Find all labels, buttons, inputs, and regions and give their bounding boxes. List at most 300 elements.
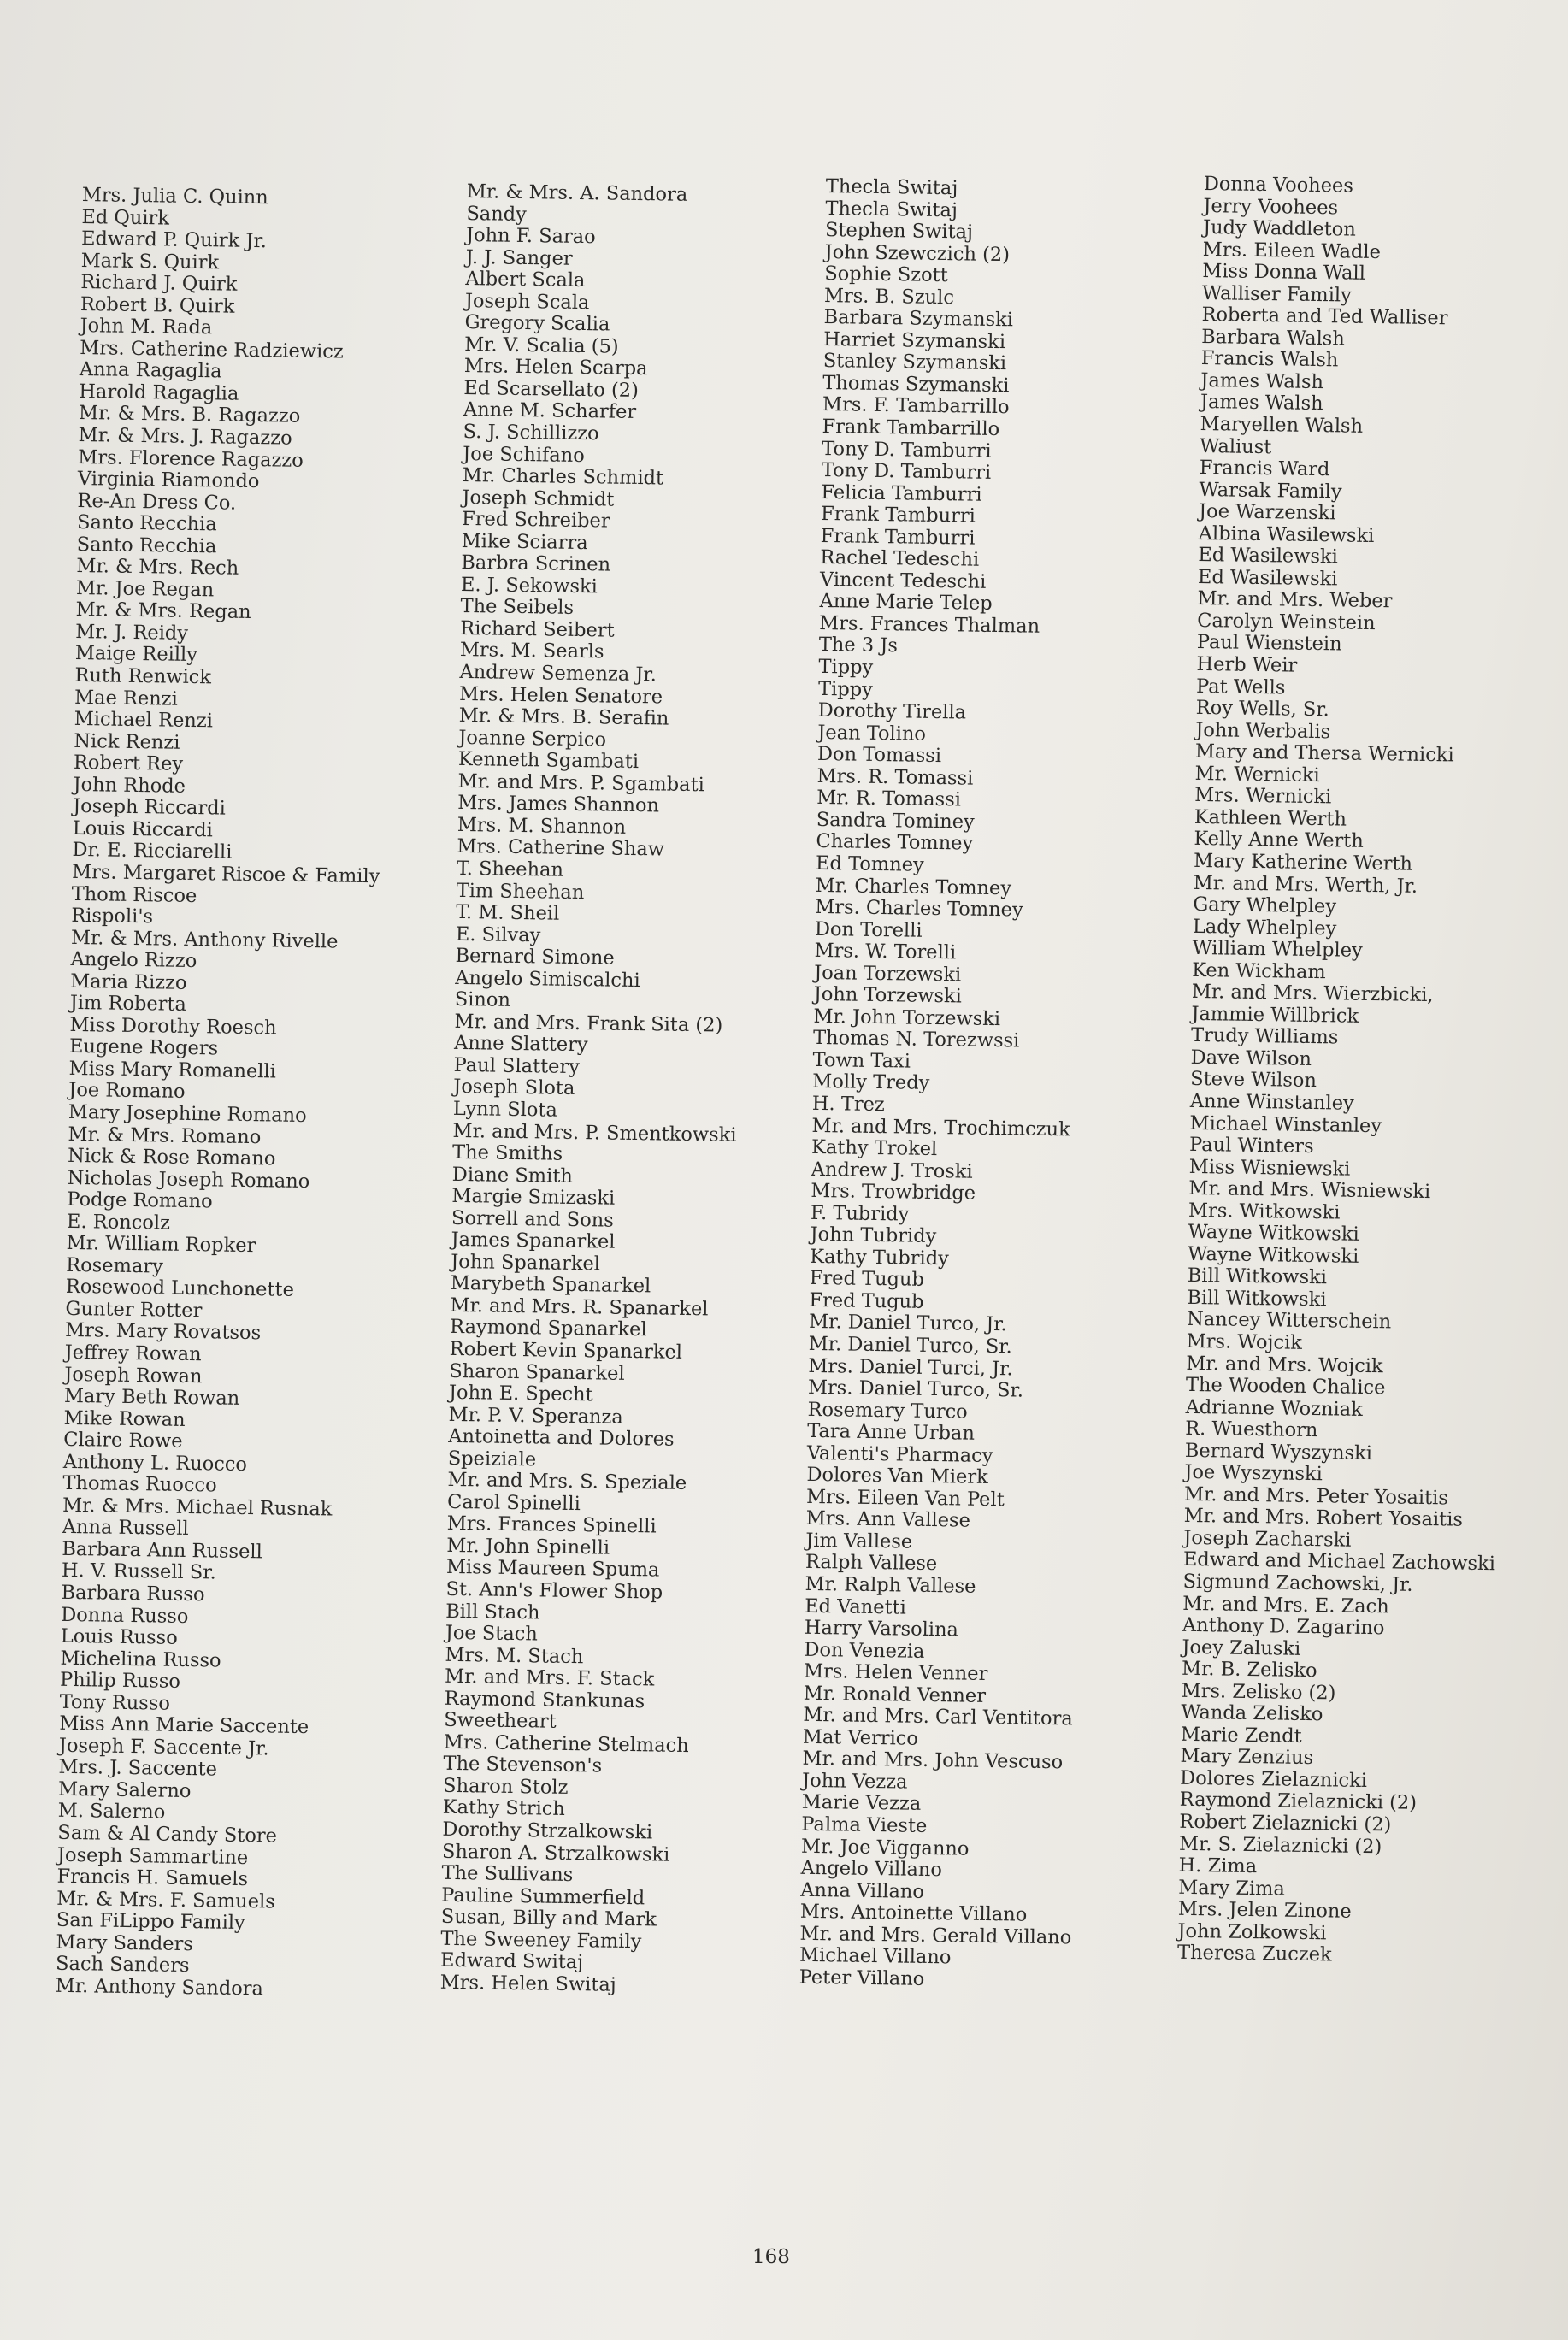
list-item: Tippy — [818, 655, 874, 679]
list-item: Margie Smizaski — [451, 1185, 616, 1210]
list-item: Speiziale — [447, 1447, 537, 1471]
list-item: Mr. and Mrs. Trochimczuk — [811, 1114, 1070, 1141]
list-item: Anna Russell — [62, 1516, 189, 1541]
list-item: The Sullivans — [441, 1861, 574, 1887]
list-item: Jammie Willbrick — [1191, 1002, 1359, 1028]
list-item: E. Roncolz — [66, 1210, 171, 1235]
list-item: Mark S. Quirk — [80, 249, 220, 274]
list-item: Ruth Renwick — [74, 663, 212, 689]
list-item: Mary Zima — [1178, 1876, 1286, 1901]
list-item: Edward and Michael Zachowski — [1182, 1548, 1496, 1576]
list-item: Mr. Joe Regan — [75, 576, 215, 602]
list-item: Mrs. James Shannon — [457, 792, 660, 817]
list-item: Mrs. Catherine Shaw — [457, 835, 665, 861]
list-item: Mrs. Julia C. Quinn — [81, 184, 268, 209]
list-item: E. Silvay — [455, 922, 541, 946]
list-item: Barbara Walsh — [1200, 325, 1346, 351]
list-item: Mrs. M. Shannon — [457, 813, 627, 839]
list-item: Virginia Riamondo — [77, 468, 260, 493]
list-item: Mr. & Mrs. J. Ragazzo — [78, 423, 292, 450]
list-item: Mrs. Frances Thalman — [819, 611, 1040, 638]
name-column-1 — [56, 185, 391, 2002]
list-item: Don Tomassi — [816, 743, 942, 768]
list-item: Pat Wells — [1195, 675, 1286, 699]
list-item: Mrs. Antoinette Villano — [799, 1900, 1028, 1926]
list-item: Ed Quirk — [81, 205, 170, 230]
list-item: Mr. J. Reidy — [75, 620, 189, 645]
list-item: Mary and Thersa Wernicki — [1194, 740, 1454, 767]
list-item: Frank Tambarrillo — [822, 415, 1000, 441]
list-item: Mr. and Mrs. Werth, Jr. — [1193, 871, 1418, 898]
list-item: Nick & Rose Romano — [67, 1144, 276, 1170]
list-item: Ken Wickham — [1191, 958, 1326, 983]
list-item: Vincent Tedeschi — [819, 568, 987, 593]
list-item: Paul Slattery — [453, 1053, 581, 1078]
list-item: Dr. E. Ricciarelli — [72, 839, 233, 864]
list-item: Walliser Family — [1201, 281, 1352, 307]
list-item: Mary Sanders — [56, 1930, 194, 1955]
list-item: Robert Rey — [73, 752, 184, 776]
list-item: Anthony L. Ruocco — [62, 1450, 248, 1476]
list-item: Sorrell and Sons — [451, 1206, 614, 1232]
list-item: Edward Switaj — [439, 1949, 584, 1974]
list-item: Mr. and Mrs. Wierzbicki, — [1191, 981, 1434, 1007]
list-item: John Werbalis — [1195, 718, 1331, 743]
list-item: Kathy Strich — [442, 1796, 566, 1821]
list-item: Mr. and Mrs. Robert Yosaitis — [1183, 1505, 1464, 1532]
list-item: Rosewood Lunchonette — [65, 1276, 295, 1302]
list-item: Rosemary — [66, 1253, 164, 1278]
list-item: Angelo Simiscalchi — [454, 966, 640, 992]
list-item: Francis Walsh — [1200, 347, 1339, 372]
list-item: Carolyn Weinstein — [1197, 609, 1376, 634]
list-item: Mr. Ralph Vallese — [805, 1572, 976, 1598]
list-item: Anne Slattery — [453, 1032, 588, 1057]
list-item: Bill Stach — [445, 1600, 540, 1624]
list-item: Michael Villano — [799, 1944, 952, 1969]
list-item: Harold Ragaglia — [79, 380, 239, 405]
list-item: Mr. and Mrs. F. Stack — [444, 1665, 655, 1691]
list-item: Anna Villano — [800, 1878, 925, 1903]
list-item: Andrew J. Troski — [811, 1158, 973, 1183]
list-item: Richard Seibert — [460, 616, 615, 642]
list-item: Mrs. W. Torelli — [814, 940, 957, 964]
list-item: Mrs. Trowbridge — [811, 1180, 976, 1205]
list-item: Wayne Witkowski — [1188, 1242, 1359, 1268]
list-item: Jim Vallese — [805, 1529, 913, 1553]
list-item: Barbara Russo — [61, 1581, 205, 1606]
list-item: Bill Witkowski — [1187, 1264, 1328, 1289]
list-item: Mrs. Helen Venner — [803, 1659, 988, 1686]
list-item: Mr. R. Tomassi — [816, 787, 962, 811]
list-item: T. M. Sheil — [456, 900, 560, 925]
list-item: Lady Whelpley — [1192, 915, 1337, 940]
list-item: Adrianne Wozniak — [1185, 1395, 1363, 1421]
list-item: Richard J. Quirk — [80, 271, 238, 296]
page-number: 168 — [752, 2246, 790, 2268]
list-item: Angelo Villano — [800, 1856, 943, 1882]
list-item: Thomas Szymanski — [822, 371, 1010, 398]
list-item: Mrs. Helen Senatore — [458, 682, 663, 709]
list-item: Mr. Ronald Venner — [803, 1682, 987, 1707]
list-item: Fred Tugub — [809, 1267, 925, 1292]
list-item: R. Wuesthorn — [1185, 1418, 1318, 1442]
list-item: Fred Tugub — [809, 1288, 924, 1313]
list-item: Joseph Scala — [464, 289, 590, 314]
list-item: Stanley Szymanski — [822, 350, 1007, 375]
list-item: Jean Tolino — [817, 721, 927, 746]
list-item: Raymond Zielaznicki (2) — [1179, 1789, 1418, 1815]
list-item: Donna Russo — [60, 1603, 189, 1628]
list-item: Tony D. Tamburri — [822, 437, 992, 463]
list-item: Wayne Witkowski — [1188, 1221, 1359, 1247]
list-item: Miss Dorothy Roesch — [69, 1013, 277, 1040]
list-item: Louis Russo — [60, 1624, 178, 1649]
list-item: Joan Torzewski — [813, 961, 962, 987]
list-item: St. Ann's Flower Shop — [445, 1577, 663, 1604]
list-item: Mike Rowan — [63, 1406, 186, 1431]
list-item: J. J. Sanger — [465, 245, 573, 270]
list-item: Harry Varsolina — [804, 1616, 959, 1642]
list-item: Tony D. Tamburri — [821, 459, 992, 485]
list-item: Francis H. Samuels — [56, 1865, 249, 1891]
list-item: Mr. & Mrs. B. Ragazzo — [78, 402, 301, 428]
list-item: Barbara Szymanski — [823, 306, 1014, 332]
list-item: H. Trez — [811, 1092, 885, 1117]
list-item: Mr. V. Scalia (5) — [463, 333, 619, 358]
list-item: Mr. and Mrs. Carl Ventitora — [803, 1704, 1073, 1730]
list-item: Anne Marie Telep — [819, 590, 993, 616]
list-item: Mae Renzi — [74, 686, 179, 710]
list-item: Barbra Scrinen — [461, 551, 611, 576]
list-item: Miss Mary Romanelli — [68, 1057, 277, 1083]
list-item: Mr. Wernicki — [1194, 762, 1320, 787]
list-item: Frank Tamburri — [820, 524, 976, 550]
list-item: Mary Josephine Romano — [68, 1100, 307, 1127]
list-item: Dolores Zielaznicki — [1179, 1766, 1368, 1792]
list-item: Steve Wilson — [1190, 1068, 1317, 1093]
list-item: Mrs. J. Saccente — [58, 1756, 218, 1781]
list-item: Mr. and Mrs. Gerald Villano — [799, 1922, 1072, 1949]
list-item: Kathy Trokel — [811, 1135, 938, 1161]
list-item: Mary Katherine Werth — [1193, 849, 1413, 875]
list-item: Joseph Zacharski — [1183, 1526, 1352, 1552]
list-item: Tony Russo — [59, 1690, 171, 1715]
list-item: Mrs. Witkowski — [1188, 1199, 1341, 1224]
list-item: Mr. Charles Schmidt — [462, 464, 664, 490]
list-item: John Torzewski — [813, 983, 963, 1008]
list-item: H. Zima — [1178, 1854, 1258, 1878]
list-item: Albert Scala — [465, 268, 586, 292]
list-item: Joseph Slota — [453, 1076, 575, 1100]
list-item: Mr. and Mrs. S. Speziale — [447, 1469, 687, 1495]
list-item: H. V. Russell Sr. — [61, 1559, 216, 1584]
list-item: John F. Sarao — [465, 224, 596, 249]
list-item: Paul Wienstein — [1196, 631, 1342, 656]
list-item: Maige Reilly — [74, 642, 198, 667]
list-item: Mary Salerno — [57, 1777, 192, 1803]
list-item: Mr. P. V. Speranza — [448, 1403, 623, 1429]
list-item: Frank Tamburri — [820, 503, 976, 528]
list-item: Mr. and Mrs. P. Sgambati — [457, 769, 705, 796]
list-item: James Spanarkel — [451, 1229, 616, 1253]
list-item: Paul Winters — [1188, 1133, 1314, 1158]
list-item: Jerry Voohees — [1203, 194, 1339, 219]
list-item: Mrs. M. Stach — [445, 1643, 584, 1668]
list-item: Joey Zaluski — [1182, 1636, 1301, 1660]
list-item: Miss Maureen Spuma — [445, 1556, 660, 1582]
list-item: Mr. & Mrs. Michael Rusnak — [62, 1494, 333, 1521]
list-item: Joseph Riccardi — [73, 795, 226, 820]
list-item: Roy Wells, Sr. — [1195, 697, 1329, 722]
list-item: Mrs. Wojcik — [1186, 1329, 1303, 1354]
list-item: Sharon Spanarkel — [449, 1359, 625, 1385]
list-item: Mr. S. Zielaznicki (2) — [1178, 1832, 1382, 1858]
list-item: The 3 Js — [818, 634, 899, 657]
list-item: Mat Verrico — [802, 1725, 919, 1750]
list-item: Mr. Anthony Sandora — [55, 1974, 264, 2001]
list-item: Gregory Scalia — [464, 311, 610, 336]
list-item: Michelina Russo — [60, 1647, 221, 1672]
list-item: Mrs. Zelisko (2) — [1181, 1679, 1336, 1705]
list-item: S. J. Schillizzo — [463, 420, 599, 445]
list-item: Philip Russo — [59, 1668, 181, 1694]
list-item: Mr. John Spinelli — [446, 1534, 610, 1559]
list-item: Sam & Al Candy Store — [57, 1821, 278, 1848]
list-item: Theresa Zuczek — [1176, 1942, 1332, 1966]
list-item: Valenti's Pharmacy — [806, 1441, 993, 1467]
list-item: Ed Tomney — [815, 852, 924, 876]
list-item: Joe Romano — [68, 1079, 186, 1104]
list-item: Ralph Vallese — [805, 1551, 938, 1576]
list-item: Jim Roberta — [69, 992, 187, 1017]
list-item: Joe Wyszynski — [1184, 1461, 1323, 1486]
list-item: Joseph Sammartine — [56, 1843, 249, 1869]
list-item: John Vezza — [801, 1769, 908, 1794]
name-column-2 — [440, 181, 751, 1998]
list-item: Dolores Van Mierk — [806, 1464, 988, 1489]
list-item: The Sweeney Family — [440, 1927, 642, 1954]
list-item: Nick Renzi — [74, 729, 180, 754]
list-item: Mrs. R. Tomassi — [816, 764, 974, 790]
list-item: Dave Wilson — [1190, 1046, 1312, 1070]
list-item: James Walsh — [1200, 391, 1323, 416]
list-item: Joanne Serpico — [458, 726, 607, 752]
list-item: John E. Specht — [448, 1381, 593, 1406]
list-item: Marie Vezza — [801, 1791, 922, 1816]
list-item: Bill Witkowski — [1187, 1286, 1327, 1311]
list-item: John Szewczich (2) — [824, 240, 1011, 266]
list-item: Mr. Charles Tomney — [815, 874, 1012, 899]
list-item: Rispoli's — [71, 904, 154, 928]
list-item: The Wooden Chalice — [1185, 1373, 1386, 1400]
list-item: Peter Villano — [799, 1966, 925, 1990]
list-item: Donna Voohees — [1203, 173, 1354, 197]
list-item: Trudy Williams — [1190, 1024, 1339, 1049]
list-item: Joseph Rowan — [64, 1363, 203, 1388]
list-item: Sophie Szott — [824, 262, 948, 287]
list-item: Mrs. Ann Vallese — [805, 1507, 971, 1533]
list-item: Kathleen Werth — [1194, 805, 1347, 831]
list-item: Tim Sheehan — [456, 879, 585, 904]
list-item: Joe Warzenski — [1198, 500, 1336, 525]
name-column-3 — [799, 176, 1098, 1993]
list-item: Charles Tomney — [816, 830, 974, 856]
name-column-4 — [1177, 174, 1516, 1969]
list-item: Andrew Semenza Jr. — [459, 660, 657, 687]
list-item: Joseph Schmidt — [462, 486, 615, 511]
list-item: Mike Sciarra — [461, 529, 588, 554]
list-item: Nicholas Joseph Romano — [67, 1166, 310, 1193]
list-item: Herb Weir — [1196, 652, 1298, 677]
list-item: Mrs. Charles Tomney — [815, 895, 1023, 922]
list-item: Waliust — [1200, 434, 1272, 458]
list-item: Mrs. M. Searls — [459, 639, 604, 663]
list-item: Thecla Switaj — [825, 197, 958, 221]
list-item: Mr. & Mrs. Regan — [75, 598, 251, 624]
list-item: Mrs. F. Tambarrillo — [822, 393, 1010, 419]
list-item: Mr. & Mrs. A. Sandora — [466, 180, 688, 206]
list-item: Anna Ragaglia — [79, 358, 222, 383]
list-item: Mr. and Mrs. P. Smentkowski — [452, 1119, 737, 1146]
list-item: Sharon A. Strzalkowski — [441, 1840, 670, 1866]
list-item: E. J. Sekowski — [460, 573, 598, 598]
list-item: Mr. Daniel Turco, Sr. — [808, 1332, 1012, 1359]
list-item: Michael Winstanley — [1189, 1111, 1382, 1137]
list-item: Mrs. Catherine Stelmach — [443, 1730, 689, 1757]
list-item: San FiLippo Family — [56, 1908, 245, 1935]
list-item: Claire Rowe — [63, 1429, 183, 1453]
list-item: Marie Zendt — [1180, 1723, 1302, 1748]
list-item: Mrs. Daniel Turci, Jr. — [808, 1354, 1013, 1380]
list-item: Tippy — [817, 677, 874, 701]
list-item: Rosemary Turco — [807, 1398, 968, 1423]
list-item: Mrs. Catherine Radziewicz — [79, 336, 344, 363]
list-item: Mr. William Ropker — [66, 1232, 256, 1258]
list-item: Anne M. Scharfer — [463, 398, 637, 424]
list-item: Warsak Family — [1199, 478, 1342, 504]
list-item: Harriet Szymanski — [822, 327, 1006, 353]
list-item: Sweetheart — [444, 1709, 557, 1734]
list-item: Mr. and Mrs. Weber — [1197, 587, 1393, 613]
list-item: Mr. B. Zelisko — [1181, 1657, 1317, 1683]
list-item: Judy Waddleton — [1202, 216, 1357, 241]
list-item: Mrs. Jelen Zinone — [1177, 1897, 1352, 1923]
list-item: Mr. and Mrs. Frank Sita (2) — [454, 1010, 723, 1037]
list-item: Mrs. B. Szulc — [823, 284, 955, 309]
list-item: Sharon Stolz — [442, 1774, 569, 1799]
list-item: Thom Riscoe — [71, 882, 197, 907]
list-item: Sach Sanders — [55, 1953, 190, 1978]
list-item: Michael Renzi — [74, 708, 214, 733]
list-item: Dorothy Strzalkowski — [442, 1818, 653, 1844]
list-item: Pauline Summerfield — [441, 1883, 645, 1909]
list-item: Mr. & Mrs. B. Serafin — [458, 704, 669, 730]
list-item: Joe Stach — [445, 1621, 538, 1646]
list-item: Mrs. Eileen Wadle — [1202, 238, 1382, 263]
list-item: Angelo Rizzo — [70, 948, 197, 973]
list-item: Mrs. Helen Scarpa — [463, 355, 648, 380]
list-item: Diane Smith — [451, 1163, 574, 1188]
list-item: Mr. & Mrs. Rech — [76, 555, 239, 581]
list-item: Sandy — [466, 202, 528, 226]
list-item: James Walsh — [1200, 368, 1324, 394]
list-item: Bernard Wyszynski — [1184, 1439, 1373, 1465]
list-item: Podge Romano — [67, 1188, 213, 1213]
list-item: Miss Donna Wall — [1202, 260, 1366, 286]
list-item: Thecla Switaj — [825, 175, 958, 200]
list-item: Ed Wasilewski — [1197, 565, 1338, 591]
list-item: Sigmund Zachowski, Jr. — [1182, 1570, 1413, 1596]
list-item: Mrs. Wernicki — [1194, 784, 1332, 809]
list-item: Mr. John Torzewski — [813, 1005, 1001, 1030]
list-item: John Zolkowski — [1177, 1919, 1327, 1945]
list-item: Anthony D. Zagarino — [1182, 1613, 1385, 1640]
list-item: Santo Recchia — [76, 533, 217, 558]
list-item: Mrs. Mary Rovatsos — [64, 1319, 262, 1345]
list-item: Sandra Tominey — [816, 808, 975, 834]
list-item: Miss Ann Marie Saccente — [59, 1712, 309, 1739]
list-item: Joseph F. Saccente Jr. — [58, 1734, 269, 1760]
list-item: Mr. & Mrs. F. Samuels — [56, 1887, 276, 1913]
list-item: Mrs. Margaret Riscoe & Family — [71, 860, 380, 888]
list-item: Mr. and Mrs. Wojcik — [1186, 1352, 1383, 1377]
list-item: Mr. and Mrs. E. Zach — [1182, 1592, 1389, 1618]
list-item: Maria Rizzo — [69, 970, 187, 994]
list-item: The Stevenson's — [443, 1753, 603, 1777]
list-item: Robert B. Quirk — [80, 292, 235, 318]
list-item: Mr. and Mrs. Wisniewski — [1188, 1177, 1431, 1204]
list-item: Kelly Anne Werth — [1194, 828, 1364, 853]
list-item: Kenneth Sgambati — [457, 748, 640, 774]
list-item: Barbara Ann Russell — [62, 1537, 262, 1564]
list-item: John Spanarkel — [451, 1250, 601, 1276]
list-item: The Smiths — [451, 1141, 563, 1165]
list-item: Mary Zenzius — [1180, 1745, 1314, 1770]
list-item: Raymond Spanarkel — [449, 1316, 647, 1341]
list-item: T. Sheehan — [456, 857, 564, 881]
list-item: Rachel Tedeschi — [820, 546, 980, 572]
list-item: Mrs. Helen Switaj — [439, 1971, 616, 1996]
list-item: Ed Wasilewski — [1198, 544, 1339, 569]
list-item: Antoinetta and Dolores — [448, 1425, 675, 1451]
list-item: John M. Rada — [80, 315, 213, 339]
list-item: Stephen Switaj — [824, 219, 974, 244]
list-item: Mr. Joe Vigganno — [800, 1835, 970, 1860]
list-item: Don Torelli — [814, 917, 923, 942]
list-item: Tara Anne Urban — [807, 1420, 976, 1445]
list-item: Bernard Simone — [455, 945, 615, 970]
list-item: Nancey Witterschein — [1186, 1308, 1392, 1334]
list-item: Miss Wisniewski — [1188, 1155, 1351, 1181]
list-item: Mary Beth Rowan — [63, 1384, 240, 1410]
list-item: Raymond Stankunas — [444, 1687, 645, 1713]
list-item: Ed Vanetti — [804, 1594, 907, 1619]
list-item: Mr. and Mrs. R. Spanarkel — [450, 1294, 709, 1321]
list-item: Albina Wasilewski — [1198, 522, 1375, 547]
list-item: Mr. & Mrs. Romano — [68, 1123, 262, 1148]
list-item: Palma Vieste — [801, 1812, 928, 1837]
list-item: Mr. & Mrs. Anthony Rivelle — [70, 926, 339, 953]
list-item: Louis Riccardi — [72, 816, 213, 842]
list-item: Robert Zielaznicki (2) — [1179, 1810, 1392, 1836]
list-item: Mr. Daniel Turco, Jr. — [808, 1311, 1007, 1336]
list-item: Molly Tredy — [812, 1070, 930, 1095]
list-item: Thomas Ruocco — [62, 1472, 217, 1497]
list-item: Dorothy Tirella — [817, 699, 967, 724]
list-item: Carol Spinelli — [446, 1490, 581, 1515]
list-item: John Tubridy — [810, 1223, 937, 1248]
